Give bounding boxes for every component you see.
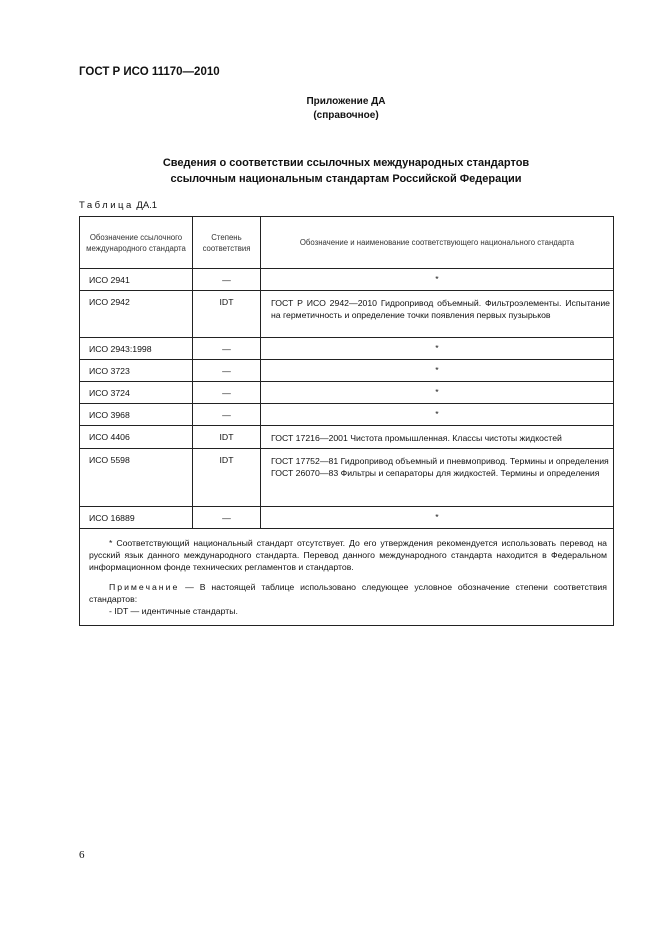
cell-national: * [261,507,614,529]
cell-std: ИСО 3968 [80,404,193,426]
header-national-standard: Обозначение и наименование соответствующего национального стандарта [261,217,614,269]
note-label: Примечание [109,581,180,592]
cell-degree: IDT [193,449,261,507]
table-row [80,507,614,529]
cell-degree: IDT [193,291,261,338]
appendix-block [0,95,661,123]
cell-national: * [261,269,614,291]
footnote: * Соответствующий национальный стандарт отсутствует. До его утверждения рекомендуется использовать перевод на русский язык данного международного стандарта. Перевод данного международного стандарта находится в Федеральном информационном фонде технических регламентов и стандартов. [89,538,607,573]
cell-degree: IDT [193,426,261,449]
table-caption-word: Таблица [79,200,134,211]
cell-national: * [261,382,614,404]
table-row [80,269,614,291]
cell-national: * [261,360,614,382]
section-heading [0,155,661,187]
cell-national [261,449,614,507]
appendix-subtitle: (справочное) [313,110,379,121]
table-caption [79,200,157,211]
table-row [80,404,614,426]
cell-std: ИСО 3723 [80,360,193,382]
cell-national: ГОСТ Р ИСО 2942—2010 Гидропривод объемный. Фильтроэлементы. Испытание на герметичность и определение точки появления первых пузырьков [261,291,614,338]
national-entry: ГОСТ 17752—81 Гидропривод объемный и пневмопривод. Термины и определения [271,456,609,466]
national-entry: ГОСТ 26070—83 Фильтры и сепараторы для жидкостей. Термины и определения [271,468,600,478]
cell-std: ИСО 2942 [80,291,193,338]
table-row [80,338,614,360]
cell-degree: — [193,338,261,360]
appendix-title: Приложение ДА [306,96,386,107]
cell-national: * [261,404,614,426]
note-item: - IDT — идентичные стандарты. [109,606,238,617]
cell-national: ГОСТ 17216—2001 Чистота промышленная. Классы чистоты жидкостей [261,426,614,449]
table-row [80,426,614,449]
cell-degree: — [193,360,261,382]
table-row [80,291,614,338]
table-row [80,382,614,404]
correspondence-table [79,216,614,626]
cell-std: ИСО 5598 [80,449,193,507]
table-caption-number: ДА.1 [136,200,158,211]
table-header-row [80,217,614,269]
cell-degree: — [193,269,261,291]
table-footer [80,529,614,626]
header-intl-standard: Обозначение ссылочного международного стандарта [80,217,193,269]
note-text: — В настоящей таблице использовано следующее условное обозначение степени соответствия стандартов: [89,581,607,604]
cell-std: ИСО 16889 [80,507,193,529]
document-header: ГОСТ Р ИСО 11170—2010 [79,66,220,78]
header-degree: Степень соответствия [193,217,261,269]
cell-std: ИСО 4406 [80,426,193,449]
cell-degree: — [193,404,261,426]
cell-std: ИСО 2943:1998 [80,338,193,360]
cell-national: * [261,338,614,360]
cell-std: ИСО 3724 [80,382,193,404]
heading-line-1: Сведения о соответствии ссылочных международных стандартов [162,157,530,169]
table-footer-row [80,529,614,626]
cell-degree: — [193,507,261,529]
cell-std: ИСО 2941 [80,269,193,291]
table-row [80,449,614,507]
table-row [80,360,614,382]
cell-degree: — [193,382,261,404]
note [89,581,607,605]
heading-line-2: ссылочным национальным стандартам Российской Федерации [170,173,522,185]
page-number: 6 [79,849,85,861]
